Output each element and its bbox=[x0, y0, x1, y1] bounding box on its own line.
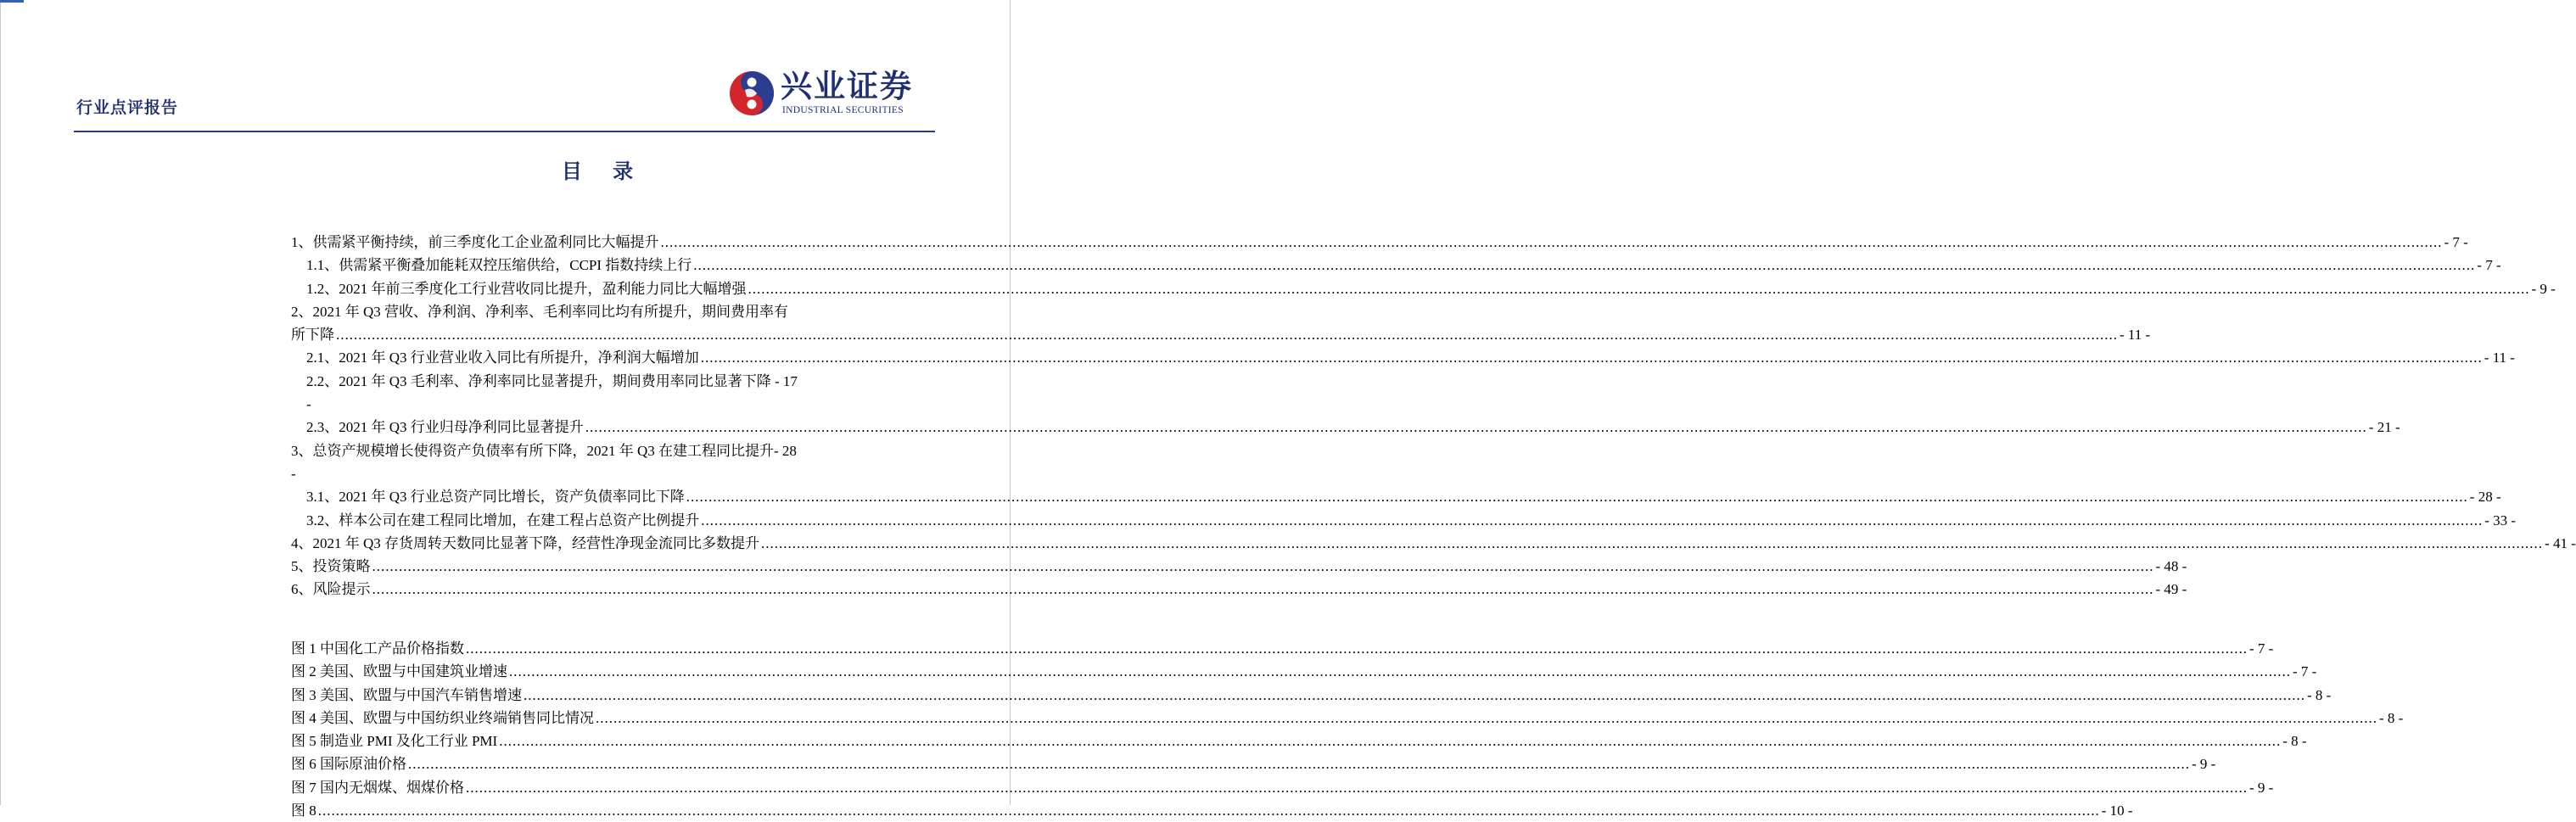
dot-leader: ................................................................................................................................................................................................................................................................................................................................................................................................................ bbox=[317, 802, 2100, 819]
dot-leader: ................................................................................................................................................................................................................................................................................................................................................................................................................ bbox=[748, 280, 2530, 297]
toc-entry[interactable] bbox=[291, 462, 916, 485]
toc-entry[interactable] bbox=[291, 555, 2187, 578]
dot-leader: ................................................................................................................................................................................................................................................................................................................................................................................................................ bbox=[336, 327, 2118, 344]
toc-entry[interactable] bbox=[291, 532, 2576, 555]
toc-entry[interactable] bbox=[291, 578, 2187, 601]
figure-entry-page: - 8 - bbox=[2307, 686, 2332, 703]
toc-entry-text: - bbox=[291, 465, 296, 482]
toc-entry[interactable] bbox=[291, 416, 2400, 439]
figure-entry-text: 图 8 bbox=[291, 802, 316, 819]
toc-entry-text: 2.3、2021 年 Q3 行业归母净利同比显著提升 bbox=[306, 419, 584, 436]
dot-leader: ................................................................................................................................................................................................................................................................................................................................................................................................................ bbox=[693, 257, 2476, 274]
toc-entry-text: 3、总资产规模增长使得资产负债率有所下降，2021 年 Q3 在建工程同比提升- 28 bbox=[291, 442, 797, 459]
toc-entry-page: - 11 - bbox=[2120, 327, 2151, 344]
dot-leader: ................................................................................................................................................................................................................................................................................................................................................................................................................ bbox=[524, 686, 2305, 703]
toc-entry-page: - 33 - bbox=[2484, 512, 2517, 528]
toc-entry[interactable] bbox=[291, 370, 916, 393]
toc-entry[interactable] bbox=[291, 254, 2501, 277]
figure-entry-page: - 9 - bbox=[2192, 756, 2216, 773]
figure-entry-text: 图 6 国际原油价格 bbox=[291, 756, 406, 773]
figure-entry-text: 图 4 美国、欧盟与中国纺织业终端销售同比情况 bbox=[291, 709, 594, 726]
toc-entry[interactable] bbox=[291, 509, 2517, 532]
dot-leader: ................................................................................................................................................................................................................................................................................................................................................................................................................ bbox=[585, 419, 2367, 436]
dot-leader: ................................................................................................................................................................................................................................................................................................................................................................................................................ bbox=[466, 640, 2248, 657]
dot-leader: ................................................................................................................................................................................................................................................................................................................................................................................................................ bbox=[761, 534, 2544, 551]
toc-entry[interactable] bbox=[291, 485, 2501, 508]
toc-entry-page: - 28 - bbox=[2469, 489, 2501, 506]
toc-entry-text: 1.1、供需紧平衡叠加能耗双控压缩供给，CCPI 指数持续上行 bbox=[306, 257, 692, 274]
toc-entry-text: 1、供需紧平衡持续，前三季度化工企业盈利同比大幅提升 bbox=[291, 234, 659, 250]
toc-entry[interactable] bbox=[291, 300, 916, 323]
figure-entry-page: - 7 - bbox=[2249, 640, 2274, 657]
dot-leader: ................................................................................................................................................................................................................................................................................................................................................................................................................ bbox=[372, 581, 2154, 598]
figure-entry[interactable] bbox=[291, 707, 2404, 730]
toc-entry-page: - 41 - bbox=[2545, 534, 2576, 551]
toc-entry-page: - 48 - bbox=[2155, 558, 2187, 575]
toc-entry-page: - 7 - bbox=[2477, 257, 2501, 274]
dot-leader: ................................................................................................................................................................................................................................................................................................................................................................................................................ bbox=[686, 489, 2468, 506]
dot-leader: ................................................................................................................................................................................................................................................................................................................................................................................................................ bbox=[499, 733, 2282, 750]
toc-entry-page: - 9 - bbox=[2531, 280, 2556, 297]
figure-entry[interactable] bbox=[291, 637, 2274, 660]
toc-entry-page: - 7 - bbox=[2444, 234, 2468, 250]
toc-entry-text: 3.2、样本公司在建工程同比增加，在建工程占总资产比例提升 bbox=[306, 512, 700, 528]
company-logo bbox=[728, 68, 932, 119]
toc-entry-page: - 49 - bbox=[2155, 581, 2187, 598]
figure-entry-text: 图 3 美国、欧盟与中国汽车销售增速 bbox=[291, 686, 522, 703]
figure-entry-page: - 10 - bbox=[2101, 802, 2133, 819]
figure-entry-page: - 8 - bbox=[2282, 733, 2307, 750]
dot-leader: ................................................................................................................................................................................................................................................................................................................................................................................................................ bbox=[701, 512, 2484, 528]
figure-entry[interactable] bbox=[291, 752, 2216, 775]
figure-entry-text: 图 7 国内无烟煤、烟煤价格 bbox=[291, 779, 464, 796]
toc-entry-text: 3.1、2021 年 Q3 行业总资产同比增长，资产负债率同比下降 bbox=[306, 489, 685, 506]
figure-entry-text: 图 1 中国化工产品价格指数 bbox=[291, 640, 464, 657]
toc-entry[interactable] bbox=[291, 439, 916, 462]
dot-leader: ................................................................................................................................................................................................................................................................................................................................................................................................................ bbox=[660, 234, 2443, 250]
toc-entry-text: 4、2021 年 Q3 存货周转天数同比显著下降，经营性净现金流同比多数提升 bbox=[291, 534, 760, 551]
logo-english-name: INDUSTRIAL SECURITIES bbox=[782, 105, 904, 115]
dot-leader: ................................................................................................................................................................................................................................................................................................................................................................................................................ bbox=[372, 558, 2154, 575]
toc-entry-text: 所下降 bbox=[291, 327, 334, 344]
toc-title: 目 录 bbox=[561, 159, 646, 183]
toc-entry[interactable] bbox=[291, 346, 2515, 369]
figure-entry[interactable] bbox=[291, 776, 2274, 799]
figure-entry-page: - 9 - bbox=[2249, 779, 2274, 796]
toc-entry[interactable] bbox=[291, 393, 916, 416]
toc-entry[interactable] bbox=[291, 231, 2468, 254]
figure-entry-text: 图 2 美国、欧盟与中国建筑业增速 bbox=[291, 663, 507, 680]
toc-entry-text: 2.2、2021 年 Q3 毛利率、净利率同比显著提升，期间费用率同比显著下降 - 17 bbox=[306, 372, 798, 389]
toc-entry-text: 6、风险提示 bbox=[291, 581, 371, 598]
logo-chinese-name: 兴业证券 bbox=[781, 68, 913, 104]
dot-leader: ................................................................................................................................................................................................................................................................................................................................................................................................................ bbox=[466, 779, 2248, 796]
header-divider bbox=[74, 131, 935, 132]
figure-entry[interactable] bbox=[291, 660, 2317, 683]
toc-entry-page: - 21 - bbox=[2368, 419, 2400, 436]
toc-entry-page: - 11 - bbox=[2484, 349, 2515, 366]
toc-entry-text: 5、投资策略 bbox=[291, 558, 371, 575]
dot-leader: ................................................................................................................................................................................................................................................................................................................................................................................................................ bbox=[700, 349, 2483, 366]
figure-entry-page: - 8 - bbox=[2379, 709, 2404, 726]
dot-leader: ................................................................................................................................................................................................................................................................................................................................................................................................................ bbox=[509, 663, 2291, 680]
dot-leader: ................................................................................................................................................................................................................................................................................................................................................................................................................ bbox=[408, 756, 2190, 773]
toc-entry[interactable] bbox=[291, 323, 2151, 346]
industrial-securities-logo-icon bbox=[728, 70, 776, 117]
figure-entry[interactable] bbox=[291, 730, 2307, 752]
figure-entry-text: 图 5 制造业 PMI 及化工行业 PMI bbox=[291, 733, 498, 750]
corner-mark bbox=[0, 0, 24, 3]
report-type-label: 行业点评报告 bbox=[76, 98, 179, 117]
table-of-contents bbox=[291, 231, 2576, 601]
figure-entry[interactable] bbox=[291, 799, 2133, 822]
toc-entry[interactable] bbox=[291, 277, 2556, 300]
figure-entry-page: - 7 - bbox=[2293, 663, 2317, 680]
toc-entry-text: - bbox=[306, 396, 311, 413]
figure-list bbox=[291, 637, 2404, 822]
toc-entry-text: 2、2021 年 Q3 营收、净利润、净利率、毛利率同比均有所提升，期间费用率有 bbox=[291, 303, 789, 320]
toc-entry-text: 1.2、2021 年前三季度化工行业营收同比提升，盈利能力同比大幅增强 bbox=[306, 280, 747, 297]
dot-leader: ................................................................................................................................................................................................................................................................................................................................................................................................................ bbox=[596, 709, 2377, 726]
figure-entry[interactable] bbox=[291, 684, 2332, 707]
toc-entry-text: 2.1、2021 年 Q3 行业营业收入同比有所提升，净利润大幅增加 bbox=[306, 349, 699, 366]
